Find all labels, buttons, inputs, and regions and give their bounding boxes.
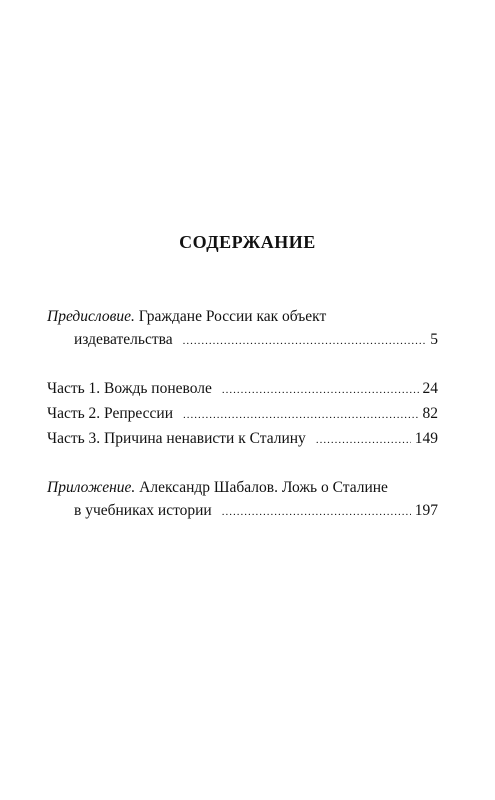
toc-entry-title: Граждане России как объект — [138, 308, 327, 325]
toc-leader-dots — [222, 379, 419, 402]
toc-entry-part-2[interactable] — [47, 402, 438, 427]
toc-entry-preface[interactable] — [47, 305, 438, 353]
toc-entry-title-cont: издевательства — [74, 331, 173, 348]
toc-heading: СОДЕРЖАНИЕ — [179, 232, 316, 252]
toc-leader-dots — [222, 501, 411, 524]
toc-entry-title: Александр Шабалов. Ложь о Сталине — [139, 479, 388, 496]
toc-entry-part-3[interactable] — [47, 427, 438, 452]
toc-page-number: 5 — [430, 331, 438, 348]
toc-leader-dots — [183, 404, 418, 427]
toc-page-number: 82 — [422, 405, 438, 422]
toc-entry-title: Часть 1. Вождь поневоле — [47, 380, 212, 397]
table-of-contents — [47, 305, 438, 524]
toc-leader-dots — [183, 330, 427, 353]
toc-entry-title-cont: в учебниках истории — [74, 502, 212, 519]
toc-entry-line — [47, 328, 438, 353]
toc-entry-line — [47, 305, 438, 328]
toc-entry-title: Часть 3. Причина ненависти к Сталину — [47, 430, 306, 447]
toc-entry-title: Часть 2. Репрессии — [47, 405, 174, 422]
toc-page-number: 149 — [414, 430, 438, 447]
toc-page-number: 197 — [414, 502, 438, 519]
toc-leader-dots — [316, 429, 411, 452]
toc-entry-appendix[interactable] — [47, 476, 438, 524]
toc-entry-line — [47, 476, 438, 499]
toc-entry-prefix: Приложение. — [47, 479, 136, 496]
toc-entry-part-1[interactable] — [47, 377, 438, 402]
toc-entry-prefix: Предисловие. — [47, 308, 135, 325]
toc-entry-line — [47, 499, 438, 524]
toc-page-number: 24 — [422, 380, 438, 397]
